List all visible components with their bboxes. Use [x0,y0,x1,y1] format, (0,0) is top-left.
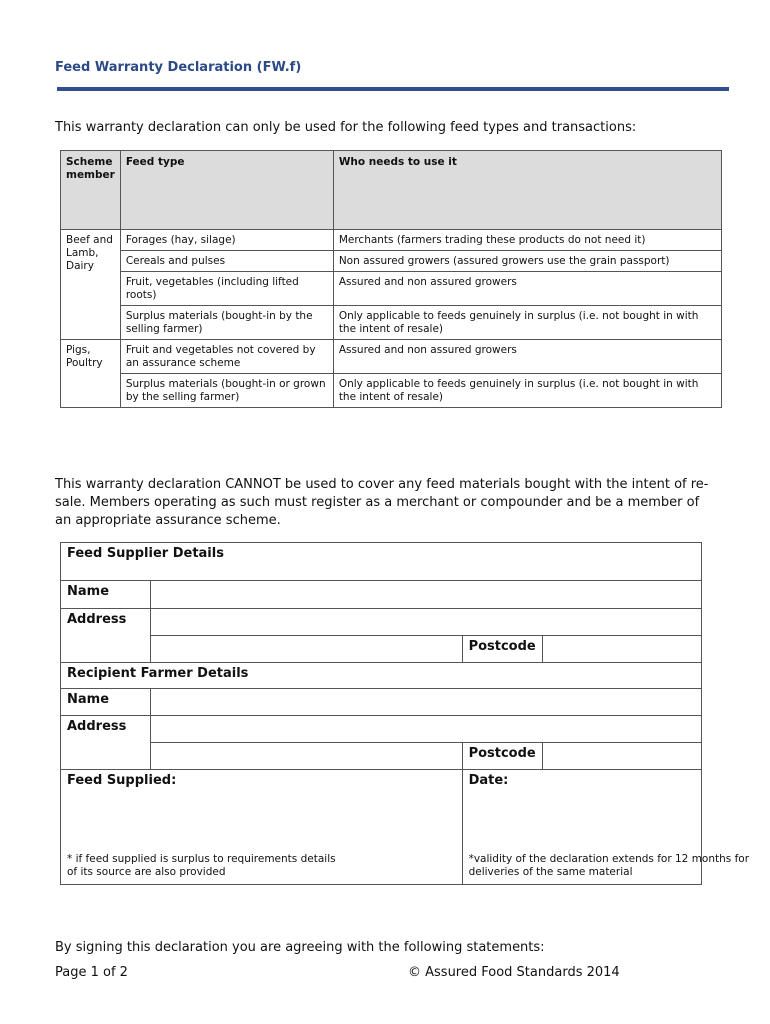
who-needs-cell: Only applicable to feeds genuinely in surplus (i.e. not bought in with the intent of resale) [333,374,721,408]
supplier-details-heading: Feed Supplier Details [61,543,702,581]
who-needs-cell: Assured and non assured growers [333,272,721,306]
who-needs-cell: Assured and non assured growers [333,340,721,374]
document-title: Feed Warranty Declaration (FW.f) [55,60,302,75]
title-rule [57,87,729,91]
signing-statement: By signing this declaration you are agreeing with the following statements: [55,940,545,955]
feed-supplied-note: * if feed supplied is surplus to requirements details of its source are also provided [67,853,336,878]
header-feed-type: Feed type [120,151,333,230]
supplier-name-field[interactable] [150,581,701,609]
recipient-details-heading: Recipient Farmer Details [61,663,702,689]
table-row [61,230,722,251]
who-needs-cell: Merchants (farmers trading these products do not need it) [333,230,721,251]
feed-type-cell: Cereals and pulses [120,251,333,272]
cannot-use-text: This warranty declaration CANNOT be used to cover any feed materials bought with the intent of re-sale. Members operating as such must register as a merchant or compounder and be a member of an appropriate assurance scheme. [55,477,709,528]
supplier-name-label: Name [61,581,151,609]
feed-type-cell: Surplus materials (bought-in by the selling farmer) [120,306,333,340]
who-needs-cell: Non assured growers (assured growers use the grain passport) [333,251,721,272]
supplier-address-label: Address [61,609,151,663]
table-header-row [61,151,722,230]
recipient-postcode-field[interactable] [542,743,701,770]
supplier-postcode-label: Postcode [462,636,542,663]
recipient-name-label: Name [61,689,151,716]
recipient-postcode-label: Postcode [462,743,542,770]
table-row [61,251,722,272]
feed-supplied-label: Feed Supplied: [67,773,177,788]
feed-type-cell: Fruit, vegetables (including lifted roots) [120,272,333,306]
recipient-name-field[interactable] [150,689,701,716]
supplier-address-line-2-field[interactable] [150,636,462,663]
recipient-address-line-2-field[interactable] [150,743,462,770]
header-who-needs: Who needs to use it [333,151,721,230]
feed-types-table [60,150,722,408]
feed-type-cell: Fruit and vegetables not covered by an assurance scheme [120,340,333,374]
feed-supplied-field[interactable] [61,770,463,885]
declaration-form [60,542,750,885]
date-label: Date: [468,773,509,788]
table-row [61,374,722,408]
supplier-postcode-field[interactable] [542,636,701,663]
scheme-member-cell: Pigs, Poultry [61,340,121,408]
copyright-notice: © Assured Food Standards 2014 [408,965,620,980]
feed-type-cell: Surplus materials (bought-in or grown by the selling farmer) [120,374,333,408]
supplier-address-field[interactable] [150,609,701,636]
header-scheme-member: Scheme member [61,151,121,230]
scheme-member-cell: Beef and Lamb, Dairy [61,230,121,340]
intro-text: This warranty declaration can only be used for the following feed types and transactions: [55,120,637,135]
table-row [61,340,722,374]
date-field[interactable] [462,770,750,885]
table-row [61,306,722,340]
who-needs-cell: Only applicable to feeds genuinely in surplus (i.e. not bought in with the intent of resale) [333,306,721,340]
page-number: Page 1 of 2 [55,965,128,980]
recipient-address-field[interactable] [150,716,701,743]
table-row [61,272,722,306]
feed-type-cell: Forages (hay, silage) [120,230,333,251]
recipient-address-label: Address [61,716,151,770]
date-note: *validity of the declaration extends for 12 months for deliveries of the same material [468,853,750,878]
